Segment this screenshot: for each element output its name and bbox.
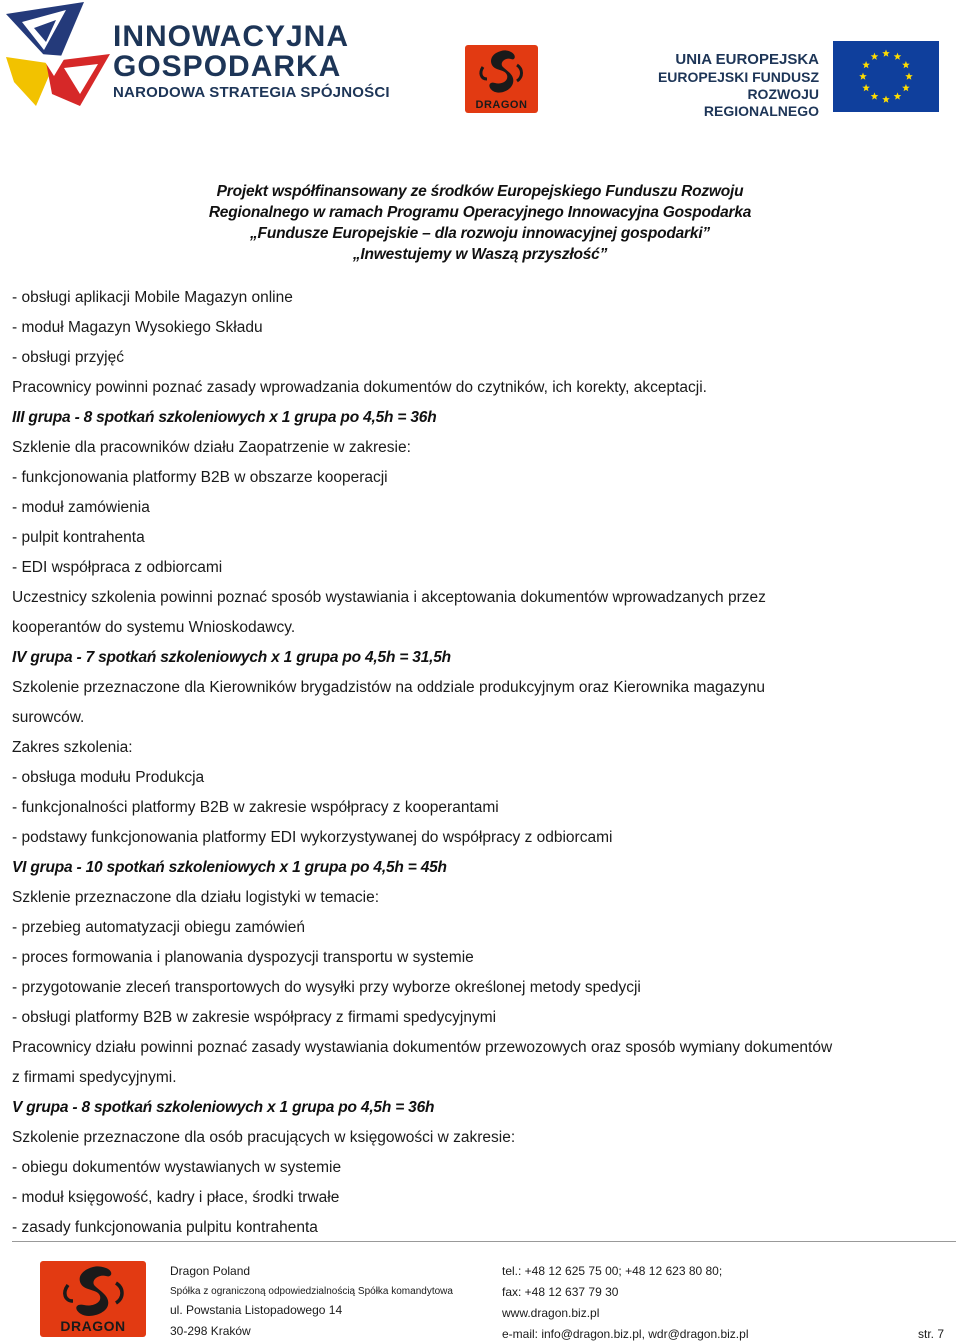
footer-email-link[interactable]: e-mail: info@dragon.biz.pl, wdr@dragon.biz.pl	[502, 1327, 749, 1341]
eu-star-icon	[871, 53, 879, 60]
body-line: - moduł Magazyn Wysokiego Składu	[12, 319, 263, 336]
section-heading: V grupa - 8 spotkań szkoleniowych x 1 grupa po 4,5h = 36h	[12, 1099, 435, 1116]
body-line: - funkcjonalności platformy B2B w zakresie współpracy z kooperantami	[12, 799, 499, 816]
body-line: - podstawy funkcjonowania platformy EDI wykorzystywanej do współpracy z odbiorcami	[12, 829, 613, 846]
body-line: kooperantów do systemu Wnioskodawcy.	[12, 619, 296, 636]
body-line: Pracownicy powinni poznać zasady wprowadzania dokumentów do czytników, ich korekty, akceptacji.	[12, 379, 707, 396]
eu-logo-text	[641, 50, 819, 120]
logo-line: INNOWACYJNA	[113, 20, 350, 53]
eu-star-icon	[894, 53, 902, 60]
body-line: Zakres szkolenia:	[12, 739, 133, 756]
dragon-icon	[465, 45, 538, 101]
footer-city: 30-298 Kraków	[170, 1324, 251, 1338]
body-line: - przygotowanie zleceń transportowych do wysyłki przy wyborze określonej metody spedycji	[12, 979, 641, 996]
logo-line: GOSPODARKA	[113, 50, 342, 83]
section-heading: IV grupa - 7 spotkań szkoleniowych x 1 grupa po 4,5h = 31,5h	[12, 649, 451, 666]
body-line: - EDI współpraca z odbiorcami	[12, 559, 223, 576]
body-line: - przebieg automatyzacji obiegu zamówień	[12, 919, 305, 936]
section-heading: VI grupa - 10 spotkań szkoleniowych x 1 grupa po 4,5h = 45h	[12, 859, 447, 876]
footer-website-link[interactable]: www.dragon.biz.pl	[502, 1306, 600, 1320]
dragon-logo	[465, 45, 538, 113]
page-number: str. 7	[918, 1327, 945, 1341]
body-line: Szkolenie przeznaczone dla Kierowników brygadzistów na oddziale produkcyjnym oraz Kierownika magazynu	[12, 679, 765, 696]
body-line: - pulpit kontrahenta	[12, 529, 145, 546]
eu-flag-icon	[833, 41, 939, 112]
dragon-logo-label: DRAGON	[475, 99, 528, 111]
eu-star-icon	[862, 61, 870, 68]
footer-tel: tel.: +48 12 625 75 00; +48 12 623 80 80;	[502, 1264, 723, 1278]
body-line: - obsługi platformy B2B w zakresie współpracy z firmami spedycyjnymi	[12, 1009, 497, 1026]
body-line: - zasady funkcjonowania pulpitu kontrahenta	[12, 1219, 318, 1236]
body-line: - funkcjonowania platformy B2B w obszarze kooperacji	[12, 469, 388, 486]
section-heading: III grupa - 8 spotkań szkoleniowych x 1 grupa po 4,5h = 36h	[12, 409, 437, 426]
body-line: Pracownicy działu powinni poznać zasady wystawiania dokumentów przewozowych oraz sposób wymiany dokumentów	[12, 1039, 833, 1056]
footer-dragon-logo	[40, 1261, 146, 1337]
logo-line: NARODOWA STRATEGIA SPÓJNOŚCI	[113, 84, 390, 101]
body-line: - proces formowania i planowania dyspozycji transportu w systemie	[12, 949, 474, 966]
eu-star-icon	[859, 73, 867, 80]
footer-divider	[12, 1241, 956, 1242]
body-line: - obsługa modułu Produkcja	[12, 769, 205, 786]
logo-line: UNIA EUROPEJSKA	[675, 51, 819, 68]
eu-star-icon	[902, 84, 910, 91]
banner-line: Projekt współfinansowany ze środków Europejskiego Funduszu Rozwoju	[216, 183, 744, 200]
logo-line: EUROPEJSKI FUNDUSZ	[657, 69, 819, 85]
innowacyjna-gospodarka-star-icon	[6, 2, 110, 106]
banner-line: Regionalnego w ramach Programu Operacyjnego Innowacyjna Gospodarka	[208, 204, 752, 221]
body-line: z firmami spedycyjnymi.	[12, 1069, 177, 1086]
project-banner	[0, 181, 960, 265]
banner-line: „Inwestujemy w Waszą przyszłość”	[352, 246, 608, 263]
body-line: - moduł zamówienia	[12, 499, 150, 516]
body-line: - obsługi przyjęć	[12, 349, 124, 366]
body-line: Szklenie przeznaczone dla działu logistyki w temacie:	[12, 889, 380, 906]
eu-star-icon	[882, 50, 890, 57]
body-line: surowców.	[12, 709, 85, 726]
eu-star-icon	[902, 61, 910, 68]
footer-fax: fax: +48 12 637 79 30	[502, 1285, 619, 1299]
eu-star-icon	[894, 92, 902, 99]
dragon-logo-label: DRAGON	[60, 1318, 126, 1334]
banner-line: „Fundusze Europejskie – dla rozwoju innowacyjnej gospodarki”	[250, 225, 710, 242]
body-line: - obiegu dokumentów wystawianych w systemie	[12, 1159, 342, 1176]
eu-star-icon	[871, 92, 879, 99]
eu-star-icon	[905, 73, 913, 80]
eu-star-icon	[862, 84, 870, 91]
innowacyjna-gospodarka-logo	[113, 22, 390, 104]
body-line: Szklenie dla pracowników działu Zaopatrzenie w zakresie:	[12, 439, 411, 456]
body-line: Szkolenie przeznaczone dla osób pracujących w księgowości w zakresie:	[12, 1129, 516, 1146]
footer-street: ul. Powstania Listopadowego 14	[170, 1303, 343, 1317]
body-line: Uczestnicy szkolenia powinni poznać sposób wystawiania i akceptowania dokumentów wprowadzanych przez	[12, 589, 766, 606]
logo-line: ROZWOJU REGIONALNEGO	[703, 86, 819, 119]
footer-company: Dragon Poland	[170, 1264, 251, 1278]
dragon-icon	[40, 1261, 146, 1321]
body-line: - moduł księgowość, kadry i płace, środki trwałe	[12, 1189, 340, 1206]
body-line: - obsługi aplikacji Mobile Magazyn online	[12, 289, 293, 306]
eu-star-icon	[882, 96, 890, 103]
document-body	[12, 283, 952, 1243]
footer-legal-form: Spółka z ograniczoną odpowiedzialnością Spółka komandytowa	[170, 1286, 453, 1297]
